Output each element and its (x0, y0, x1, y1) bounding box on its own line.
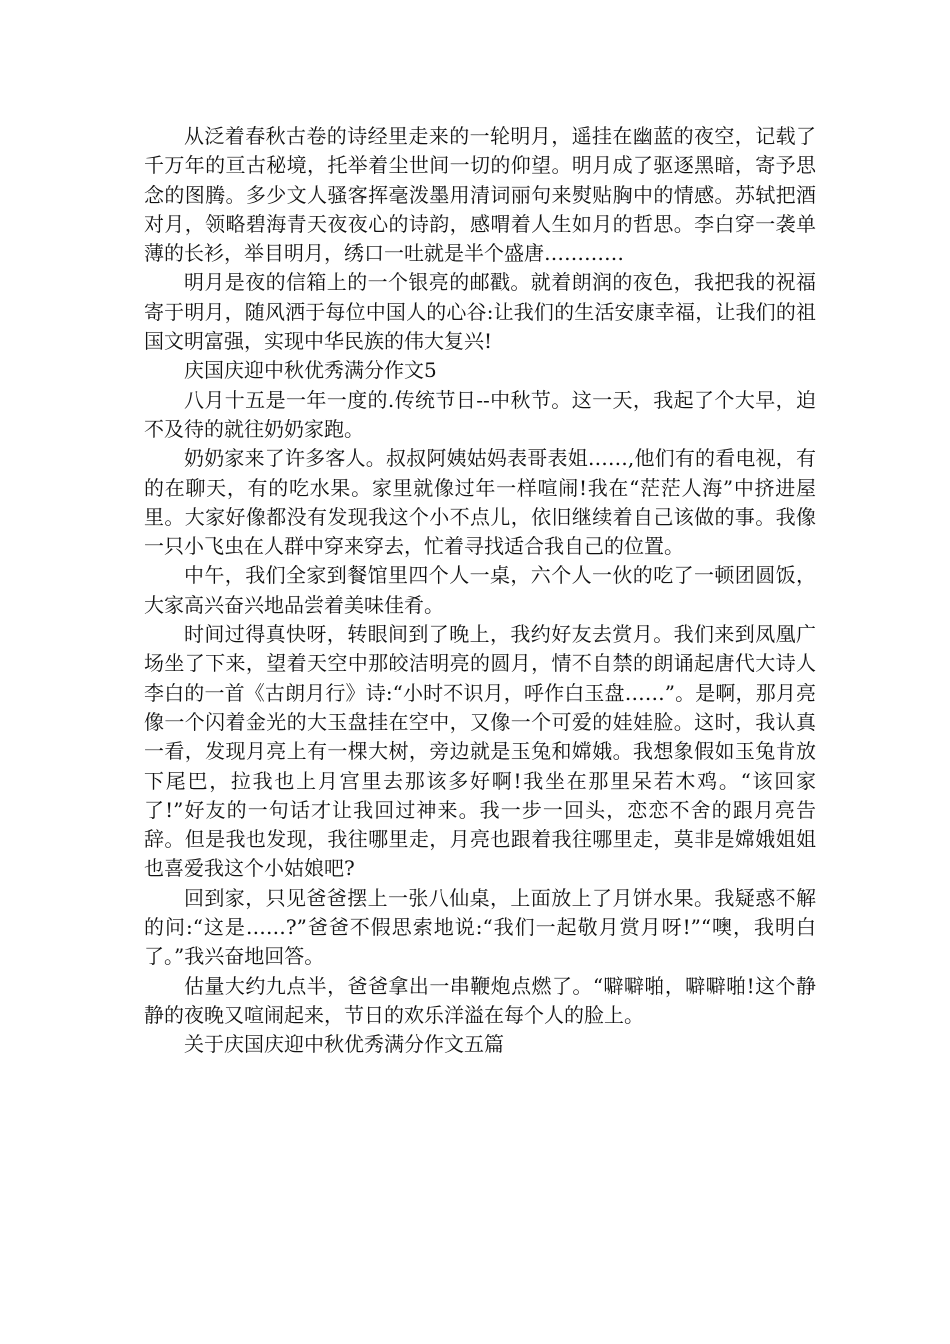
paragraph-festival-morning: 八月十五是一年一度的.传统节日--中秋节。这一天，我起了个大早，迫不及待的就往奶奶家跑。 (144, 387, 816, 441)
paragraph-firecrackers: 估量大约九点半，爸爸拿出一串鞭炮点燃了。“噼噼啪，噼噼啪!这个静静的夜晚又喧闹起来，节日的欢乐洋溢在每个人的脸上。 (144, 973, 816, 1027)
document-body (144, 122, 816, 1060)
section-heading-essay-5: 庆国庆迎中秋优秀满分作文5 (184, 358, 437, 383)
paragraph-moon-blessing: 明月是夜的信箱上的一个银亮的邮戳。就着朗润的夜色，我把我的祝福寄于明月，随风洒于每位中国人的心谷:让我们的生活安康幸福，让我们的祖国文明富强，实现中华民族的伟大复兴! (144, 270, 816, 354)
paragraph-grandma-house: 奶奶家来了许多客人。叔叔阿姨姑妈表哥表姐……,他们有的看电视，有的在聊天，有的吃水果。家里就像过年一样喧闹!我在“茫茫人海”中挤进屋里。大家好像都没有发现我这个小不点儿，依旧继续着自己该做的事。我像一只小飞虫在人群中穿来穿去，忙着寻找适合我自己的位置。 (144, 446, 816, 559)
paragraph-moon-viewing: 时间过得真快呀，转眼间到了晚上，我约好友去赏月。我们来到凤凰广场坐了下来，望着天空中那皎洁明亮的圆月，情不自禁的朗诵起唐代大诗人李白的一首《古朗月行》诗:“小时不识月，呼作白玉盘……”。是啊，那月亮像一个闪着金光的大玉盘挂在空中，又像一个可爱的娃娃脸。这时，我认真一看，发现月亮上有一棵大树，旁边就是玉兔和嫦娥。我想象假如玉兔肯放下尾巴，拉我也上月宫里去那该多好啊!我坐在那里呆若木鸡。“该回家了!”好友的一句话才让我回过神来。我一步一回头，恋恋不舍的跟月亮告辞。但是我也发现，我往哪里走，月亮也跟着我往哪里走，莫非是嫦娥姐姐也喜爱我这个小姑娘吧? (144, 622, 816, 881)
closing-title: 关于庆国庆迎中秋优秀满分作文五篇 (184, 1032, 504, 1057)
paragraph-reunion-dinner: 中午，我们全家到餐馆里四个人一桌，六个人一伙的吃了一顿团圆饭，大家高兴奋兴地品尝着美味佳肴。 (144, 563, 816, 617)
paragraph-moon-poetry: 从泛着春秋古卷的诗经里走来的一轮明月，遥挂在幽蓝的夜空，记载了千万年的亘古秘境，托举着尘世间一切的仰望。明月成了驱逐黑暗，寄予思念的图腾。多少文人骚客挥毫泼墨用清词丽句来熨贴胸中的情感。苏轼把酒对月，领略碧海青天夜夜心的诗韵，感喟着人生如月的哲思。李白穿一袭单薄的长衫，举目明月，绣口一吐就是半个盛唐………… (144, 124, 816, 266)
paragraph-home-offering: 回到家，只见爸爸摆上一张八仙桌，上面放上了月饼水果。我疑惑不解的问:“这是……?”爸爸不假思索地说:“我们一起敬月赏月呀!”“噢，我明白了。”我兴奋地回答。 (144, 885, 816, 969)
